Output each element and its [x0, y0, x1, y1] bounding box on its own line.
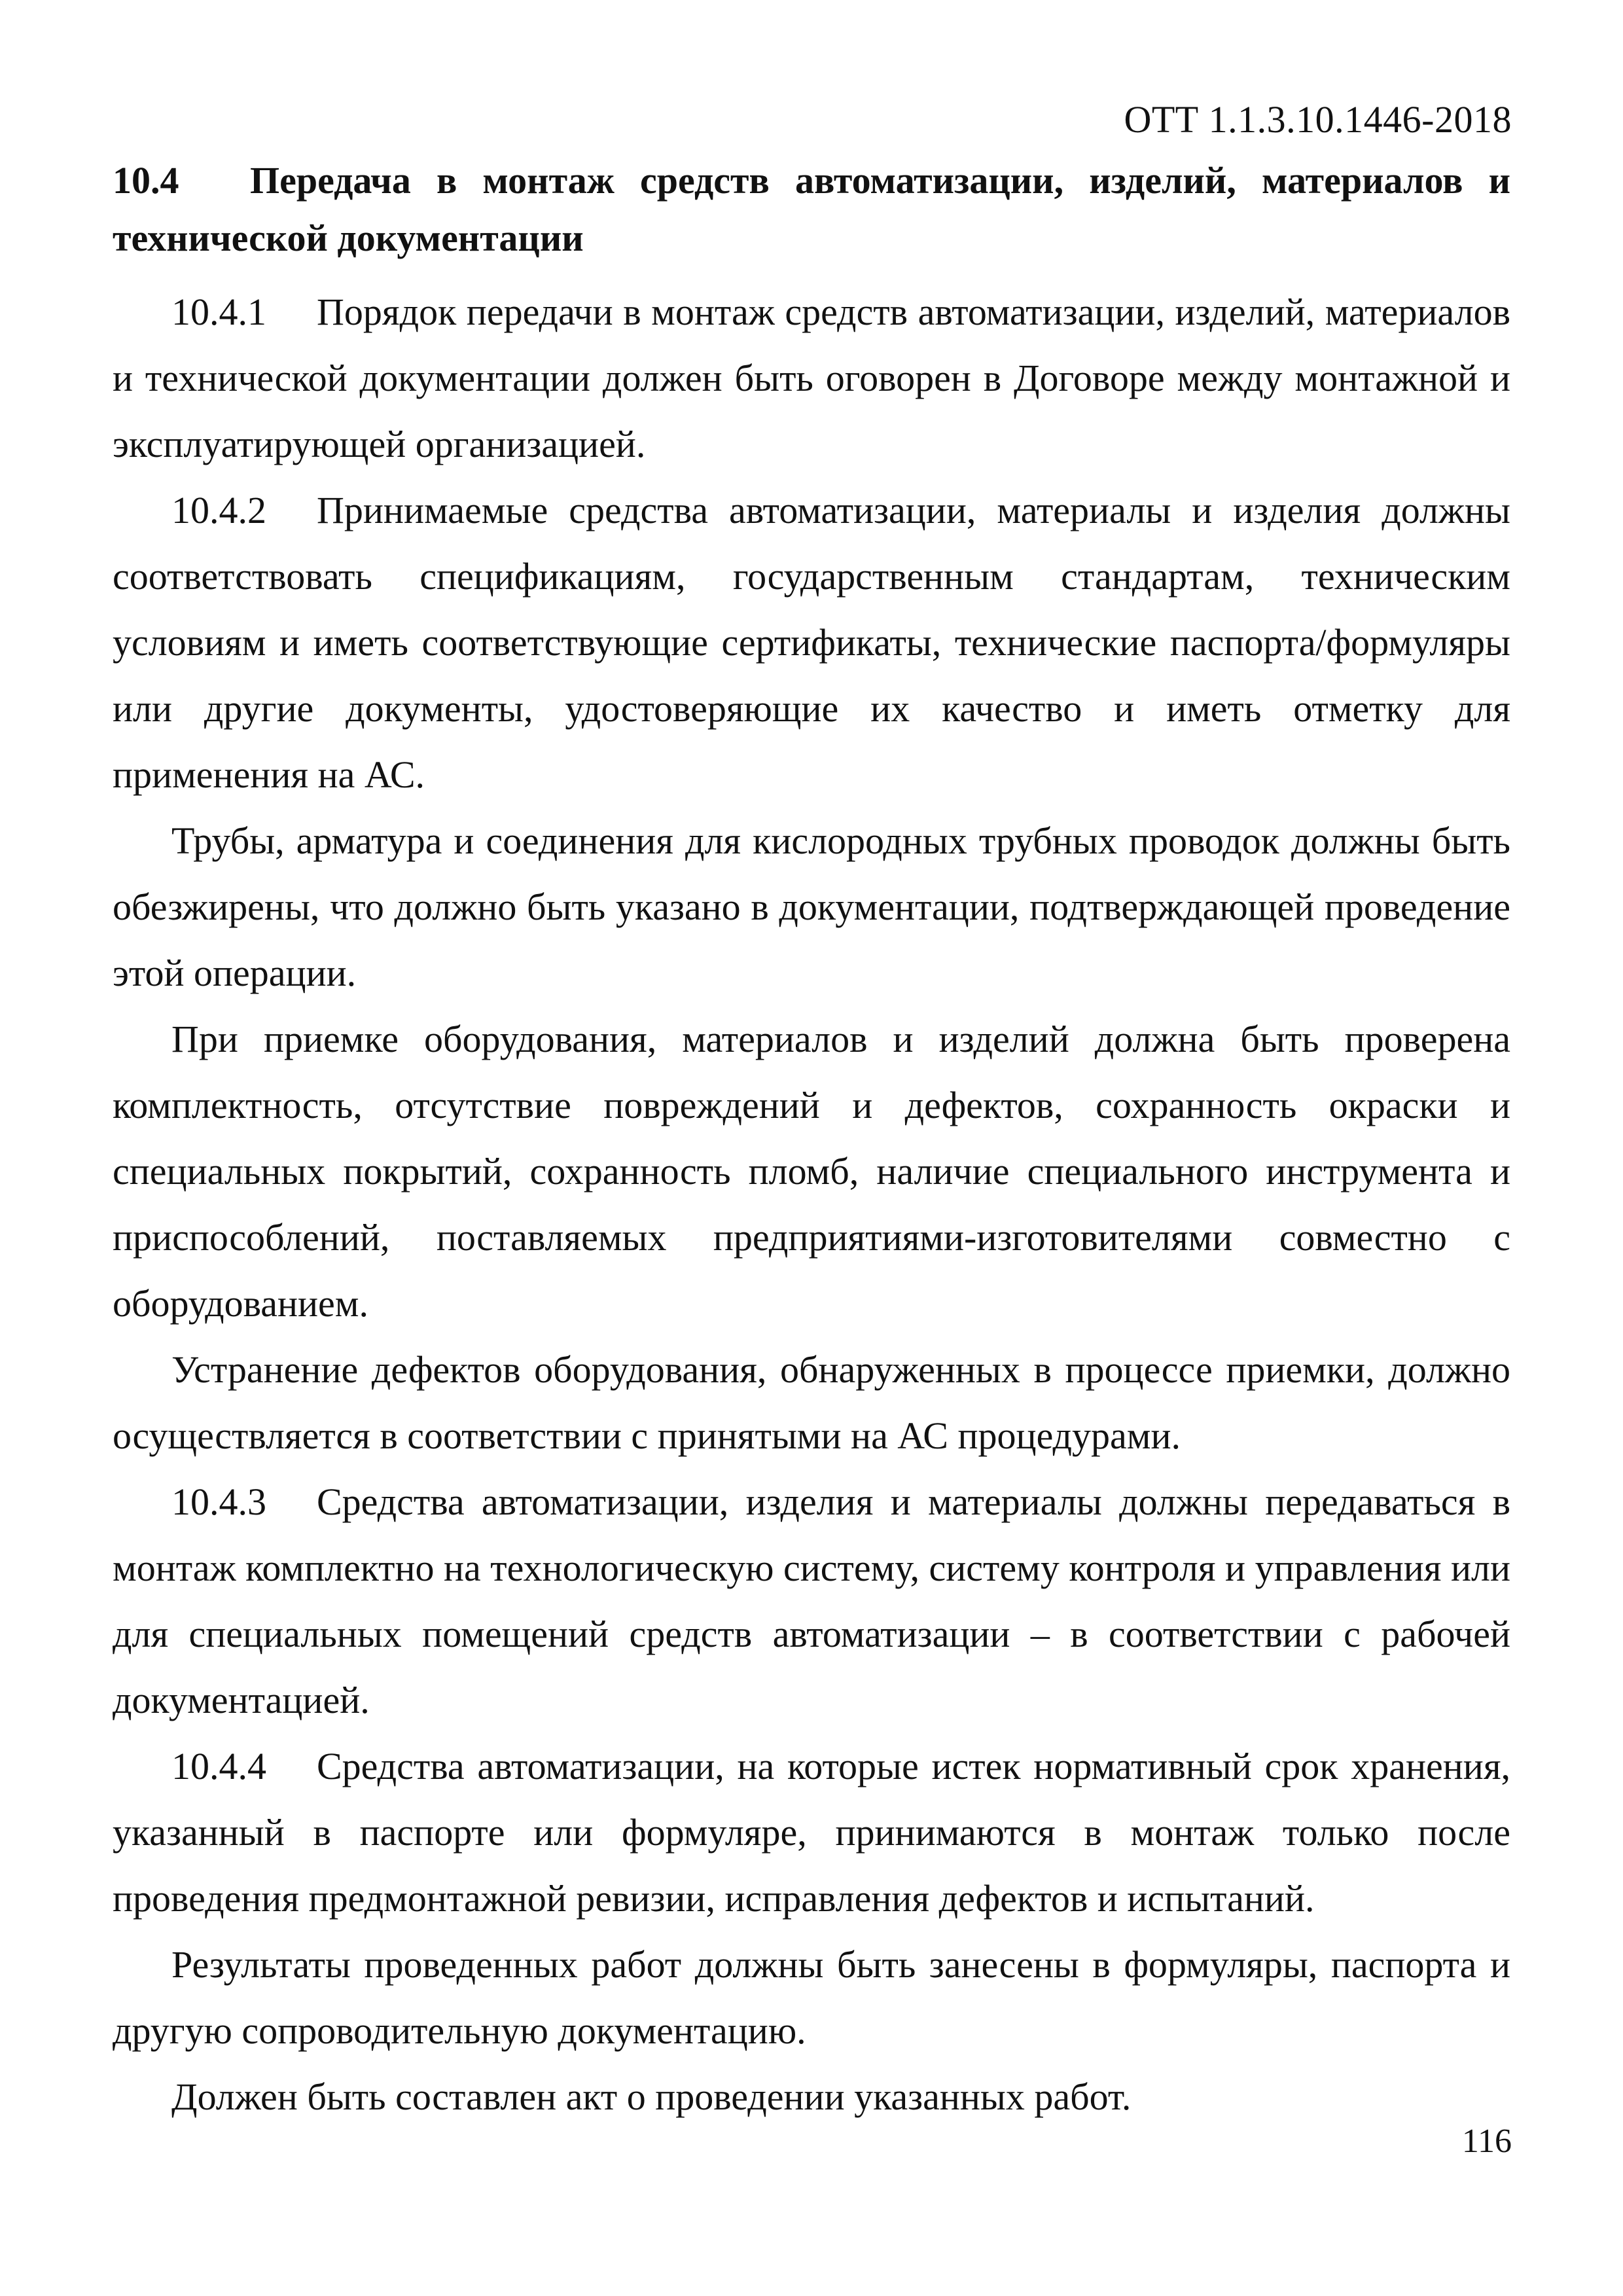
- paragraph-10-4-4: [113, 1733, 1510, 1931]
- section-title: Передача в монтаж средств автоматизации, изделий, материалов и технической документации: [113, 159, 1510, 259]
- clause-number: 10.4.2: [171, 489, 266, 531]
- paragraph-text: Результаты проведенных работ должны быть занесены в формуляры, паспорта и другую сопроводительную документацию.: [113, 1943, 1510, 2052]
- page-content: [113, 152, 1510, 2130]
- paragraph-text: Принимаемые средства автоматизации, материалы и изделия должны соответствовать спецификациям, государственным стандартам, техническим условиям и иметь соответствующие сертификаты, технические паспорта/формуляры или другие документы, удостоверяющие их качество и иметь отметку для применения на АС.: [113, 489, 1510, 796]
- section-heading: [113, 152, 1510, 267]
- paragraph-pipes: [113, 808, 1510, 1006]
- paragraph-10-4-1: [113, 279, 1510, 477]
- page-number: 116: [1461, 2123, 1512, 2160]
- paragraph-results: [113, 1931, 1510, 2064]
- paragraph-text: Должен быть составлен акт о проведении указанных работ.: [171, 2075, 1132, 2118]
- paragraph-10-4-3: [113, 1469, 1510, 1733]
- paragraph-text: Порядок передачи в монтаж средств автоматизации, изделий, материалов и технической документации должен быть оговорен в Договоре между монтажной и эксплуатирующей организацией.: [113, 291, 1510, 465]
- paragraph-defects: [113, 1336, 1510, 1469]
- clause-number: 10.4.1: [171, 291, 266, 333]
- paragraph-act: [113, 2064, 1510, 2130]
- paragraph-text: Средства автоматизации, изделия и материалы должны передаваться в монтаж комплектно на технологическую систему, систему контроля и управления или для специальных помещений средств автоматизации – в соответствии с рабочей документацией.: [113, 1480, 1510, 1721]
- section-number: 10.4: [113, 159, 179, 202]
- clause-number: 10.4.4: [171, 1745, 266, 1787]
- clause-number: 10.4.3: [171, 1480, 266, 1523]
- paragraph-10-4-2: [113, 477, 1510, 808]
- paragraph-text: Устранение дефектов оборудования, обнаруженных в процессе приемки, должно осуществляется в соответствии с принятыми на АС процедурами.: [113, 1348, 1510, 1457]
- document-code: ОТТ 1.1.3.10.1446-2018: [1124, 98, 1512, 141]
- paragraph-text: Средства автоматизации, на которые истек нормативный срок хранения, указанный в паспорте или формуляре, принимаются в монтаж только после проведения предмонтажной ревизии, исправления дефектов и испытаний.: [113, 1745, 1510, 1920]
- paragraph-text: Трубы, арматура и соединения для кислородных трубных проводок должны быть обезжирены, что должно быть указано в документации, подтверждающей проведение этой операции.: [113, 819, 1510, 994]
- paragraph-text: При приемке оборудования, материалов и изделий должна быть проверена комплектность, отсутствие повреждений и дефектов, сохранность окраски и специальных покрытий, сохранность пломб, наличие специального инструмента и приспособлений, поставляемых предприятиями-изготовителями совместно с оборудованием.: [113, 1018, 1510, 1325]
- paragraph-acceptance: [113, 1006, 1510, 1336]
